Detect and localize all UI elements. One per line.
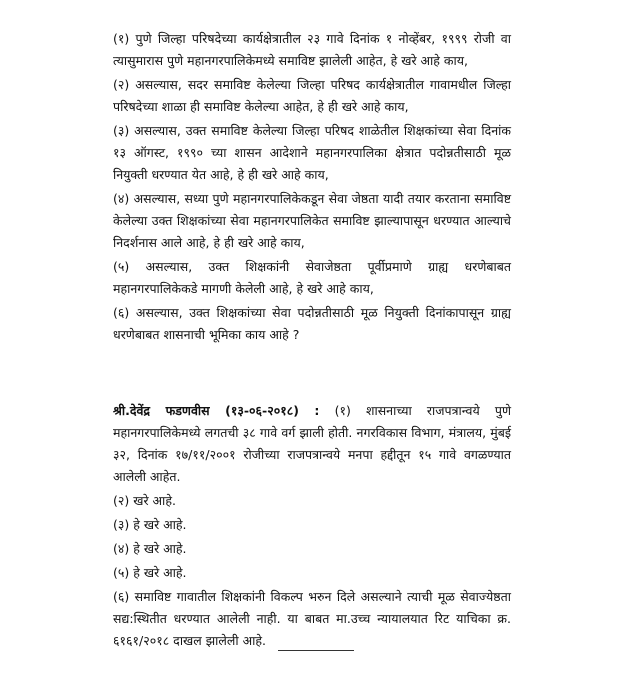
question-2: (२) असल्यास, सदर समाविष्ट केलेल्या जिल्हा परिषद कार्यक्षेत्रातील गावामधील जिल्हा परिषदेच्या शाळा ही समाविष्ट केलेल्या आहेत, हे ही खरे आहे काय, — [113, 77, 511, 114]
answer-item-6: (६) समाविष्ट गावातील शिक्षकांनी विकल्प भरुन दिले असल्याने त्याची मूळ सेवाज्येष्ठता सद्य:स्थितीत धरण्यात आलेली नाही. या बाबत मा.उच्च न्यायालयात रिट याचिका क्र. ६१६१/२०१८ दाखल झालेली आहे. — [113, 589, 511, 648]
answer-item-2: (२) खरे आहे. — [113, 493, 176, 508]
question-6: (६) असल्यास, उक्त शिक्षकांच्या सेवा पदोन्नतीसाठी मूळ नियुक्ती दिनांकापासून ग्राह्य धरणेबाबत शासनाची भूमिका काय आहे ? — [113, 305, 511, 342]
answer-speaker: श्री.देवेंद्र फडणवीस (१३-०६-२०१८) : — [113, 403, 320, 418]
question-4: (४) असल्यास, सध्या पुणे महानगरपालिकेकडून सेवा जेष्ठता यादी तयार करताना समाविष्ट केलेल्या उक्त शिक्षकांच्या सेवा महानगरपालिकेत समाविष्ट झाल्यापासून धरण्यात आल्याचे निदर्शनास आले आहे, हे ही खरे आहे काय, — [113, 191, 511, 250]
answer-first-text: (१) शासनाच्या राजपत्रान्वये पुणे महानगरपालिकेमध्ये लगतची ३८ गावे वर्ग झाली होती. नगरविकास विभाग, मंत्रालय, मुंबई ३२, दिनांक १७/११/२००१ रोजीच्या राजपत्रान्वये मनपा हद्दीतून १५ गावे वगळण्यात आलेली आहेत. — [113, 403, 512, 484]
answer-item-3: (३) हे खरे आहे. — [113, 517, 187, 532]
end-divider — [278, 650, 354, 651]
answer-section — [113, 400, 511, 654]
answer-first — [113, 400, 511, 488]
answer-item-4: (४) हे खरे आहे. — [113, 541, 187, 556]
question-1: (१) पुणे जिल्हा परिषदेच्या कार्यक्षेत्रातील २३ गावे दिनांक १ नोव्हेंबर, १९९९ रोजी वा त्यासुमारास पुणे महानगरपालिकेमध्ये समाविष्ट झालेली आहेत, हे खरे आहे काय, — [113, 31, 511, 68]
question-5: (५) असल्यास, उक्त शिक्षकांनी सेवाजेष्ठता पूर्वीप्रमाणे ग्राह्य धरणेबाबत महानगरपालिकेकडे मागणी केलेली आहे, हे खरे आहे काय, — [113, 259, 511, 296]
answer-item-5: (५) हे खरे आहे. — [113, 565, 187, 580]
question-3: (३) असल्यास, उक्त समाविष्ट केलेल्या जिल्हा परिषद शाळेतील शिक्षकांच्या सेवा दिनांक १३ ऑगस्ट, १९९० च्या शासन आदेशाने महानगरपालिका क्षेत्रात पदोन्नतीसाठी मूळ नियुक्ती धरण्यात येत आहे, हे ही खरे आहे काय, — [113, 123, 511, 182]
question-section — [113, 28, 511, 348]
